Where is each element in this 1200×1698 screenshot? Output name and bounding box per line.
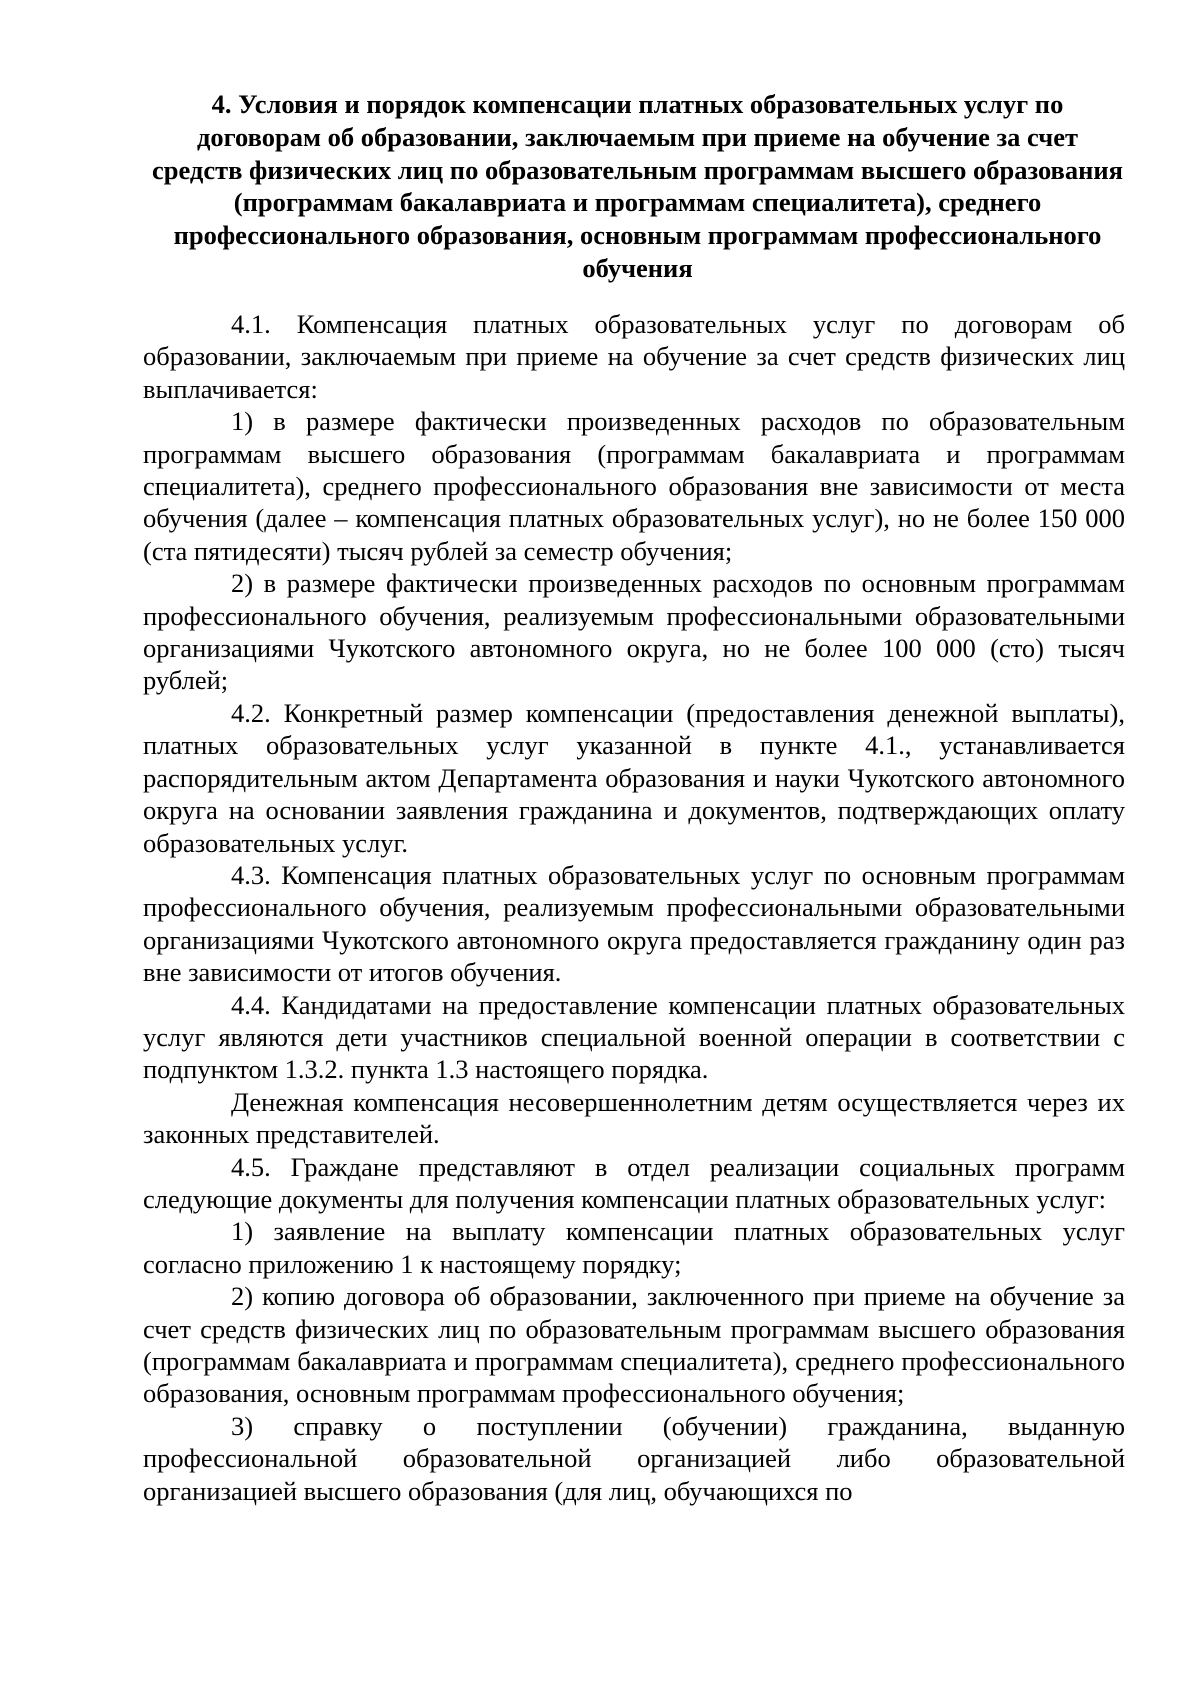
section-heading: 4. Условия и порядок компенсации платных образовательных услуг по договорам об образовании, заключаемым при приеме на обучение за счет средств физических лиц по образовательным программам высшего образования (программам бакалавриата и программам специалитета), среднего профессионального образования, основным программам профессионального обучения [152,89,1123,283]
paragraph-4-5: 4.5. Граждане представляют в отдел реализации социальных программ следующие документы для получения компенсации платных образовательных услуг: [143,1151,1125,1214]
paragraph-4-4-note: Денежная компенсация несовершеннолетним детям осуществляется через их законных представителей. [143,1086,1125,1150]
paragraph-4-5-item-3: 3) справку о поступлении (обучении) гражданина, выданную профессиональной образовательной организацией либо образовательной организацией высшего образования (для лиц, обучающихся по [143,1410,1125,1506]
paragraph-4-1: 4.1. Компенсация платных образовательных услуг по договорам об образовании, заключаемым при приеме на обучение за счет средств физических лиц выплачивается: [143,309,1125,404]
paragraph-4-2: 4.2. Конкретный размер компенсации (предоставления денежной выплаты), платных образовательных услуг указанной в пункте 4.1., устанавливается распорядительным актом Департамента образования и науки Чукотского автономного округа на основании заявления гражданина и документов, подтверждающих оплату образовательных услуг. [143,697,1125,858]
paragraph-4-5-item-2: 2) копию договора об образовании, заключенного при приеме на обучение за счет средств физических лиц по образовательным программам высшего образования (программам бакалавриата и программам специалитета), среднего профессионального образования, основным программам профессионального обучения; [143,1281,1125,1409]
document-body [143,308,1125,1507]
paragraph-4-1-item-1: 1) в размере фактически произведенных расходов по образовательным программам высшего образования (программам бакалавриата и программам специалитета), среднего профессионального образования вне зависимости от места обучения (далее – компенсация платных образовательных услуг), но не более 150 000 (ста пятидесяти) тысяч рублей за семестр обучения; [143,406,1125,566]
paragraph-4-1-item-2: 2) в размере фактически произведенных расходов по основным программам профессионального обучения, реализуемым профессиональными образовательными организациями Чукотского автономного округа, но не более 100 000 (сто) тысяч рублей; [143,568,1125,696]
paragraph-4-4: 4.4. Кандидатами на предоставление компенсации платных образовательных услуг являются дети участников специальной военной операции в соответствии с подпунктом 1.3.2. пункта 1.3 настоящего порядка. [143,989,1125,1085]
paragraph-4-5-item-1: 1) заявление на выплату компенсации платных образовательных услуг согласно приложению 1 к настоящему порядку; [143,1216,1125,1279]
paragraph-4-3: 4.3. Компенсация платных образовательных услуг по основным программам профессионального обучения, реализуемым профессиональными образовательными организациями Чукотского автономного округа предоставляется гражданину один раз вне зависимости от итогов обучения. [143,859,1125,988]
